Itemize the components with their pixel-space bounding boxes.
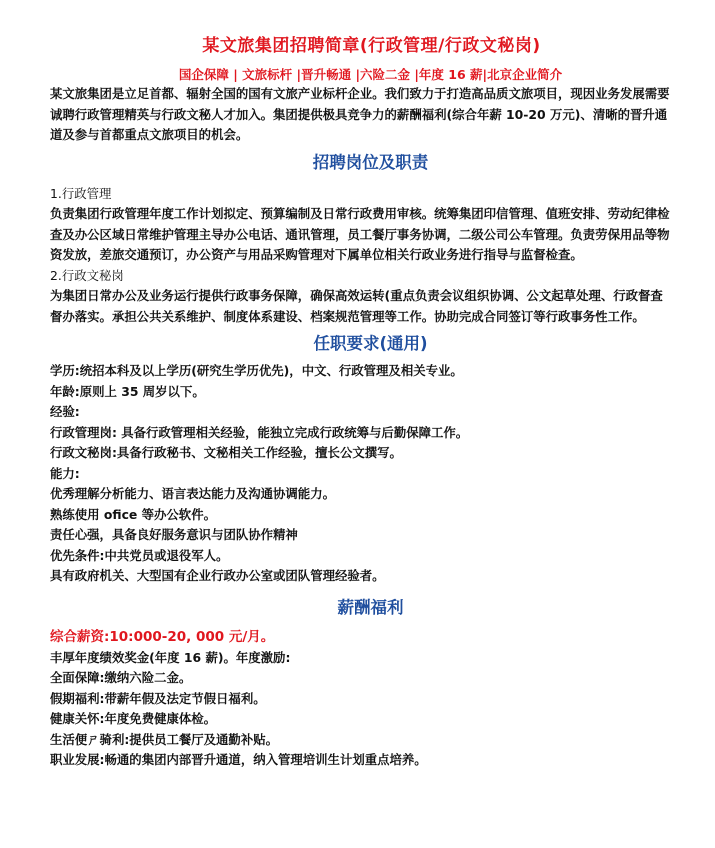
requirement-line: 优秀理解分析能力、语言表达能力及沟通协调能力。 <box>50 486 335 501</box>
requirement-line: 学历:统招本科及以上学历(研究生学历优先)，中文、行政管理及相关专业。 <box>50 363 463 378</box>
requirement-line: 责任心强，具备良好服务意识与团队协作精神 <box>50 527 298 542</box>
benefit-line: 全面保障:缴纳六险二金。 <box>50 670 192 685</box>
requirements-list <box>50 361 671 587</box>
requirement-line: 年龄:原则上 35 周岁以下。 <box>50 383 205 399</box>
job2-description: 为集团日常办公及业务运行提供行政事务保障，确保高效运转(重点负责会议组织协调、公文起草处理、行政督查督办落实。承担公共关系维护、制度体系建设、档案规范管理等工作。协助完成合同签订等行政事务性工作。 <box>50 288 663 324</box>
section-title-requirements: 任职要求(通用) <box>313 334 428 353</box>
section-title-benefits: 薪酬福利 <box>337 597 404 617</box>
requirement-line: 能力: <box>50 465 80 481</box>
section-title-duties: 招聘岗位及职责 <box>312 152 429 172</box>
job2-title: 2.行政文秘岗 <box>50 267 124 283</box>
job1-description: 负责集团行政管理年度工作计划拟定、预算编制及日常行政费用审核。统筹集团印信管理、值班安排、劳动纪律检查及办公区域日常维护管理主导办公电话、通讯管理，员工餐厅事务协调，二级公司公车管理。负责劳保用品等物资发放，差旅交通预订，办公资产与用品采购管理对下属单位相关行政业务进行指导与监督检查。 <box>50 206 670 262</box>
job1-title: 1.行政管理 <box>50 185 112 201</box>
document-title: 某文旅集团招聘简章(行政管理/行政文秘岗) <box>202 36 541 56</box>
requirement-line: 熟练使用 ofice 等办公软件。 <box>50 506 216 522</box>
requirement-line: 具有政府机关、大型国有企业行政办公室或团队管理经验者。 <box>50 568 385 583</box>
requirement-line: 行政文秘岗:具备行政秘书、文秘相关工作经验，擅长公文撰写。 <box>50 445 402 460</box>
requirement-line: 经验: <box>50 404 80 419</box>
salary-range: 综合薪资:10:000-20, 000 元/月。 <box>50 628 275 645</box>
requirement-line: 优先条件:中共党员或退役军人。 <box>50 547 229 563</box>
benefit-line: 健康关怀:年度免费健康体检。 <box>50 711 217 726</box>
benefit-line: 丰厚年度绩效奖金(年度 16 薪)。年度激励: <box>50 649 291 665</box>
benefit-line: 职业发展:畅通的集团内部晋升通道，纳入管理培训生计划重点培养。 <box>50 752 427 767</box>
benefit-line: 生活便ㄕ骑利:提供员工餐厅及通勤补贴。 <box>50 731 278 747</box>
company-intro: 某文旅集团是立足首都、辐射全国的国有文旅产业标杆企业。我们致力于打造高品质文旅项目，现因业务发展需要诚聘行政管理精英与行政文秘人才加入。集团提供极具竞争力的薪酬福利(综合年薪 10-20 万元)、清晰的晋升通道及参与首都重点文旅项目的机会。 <box>50 86 670 142</box>
benefits-list <box>50 648 671 771</box>
requirement-line: 行政管理岗: 具备行政管理相关经验，能独立完成行政统筹与后勤保障工作。 <box>50 424 469 440</box>
benefit-line: 假期福利:带薪年假及法定节假日福利。 <box>50 690 266 706</box>
tagline: 国企保障 | 文旅标杆 |晋升畅通 |六险二金 |年度 16 薪|北京企业简介 <box>178 67 563 82</box>
